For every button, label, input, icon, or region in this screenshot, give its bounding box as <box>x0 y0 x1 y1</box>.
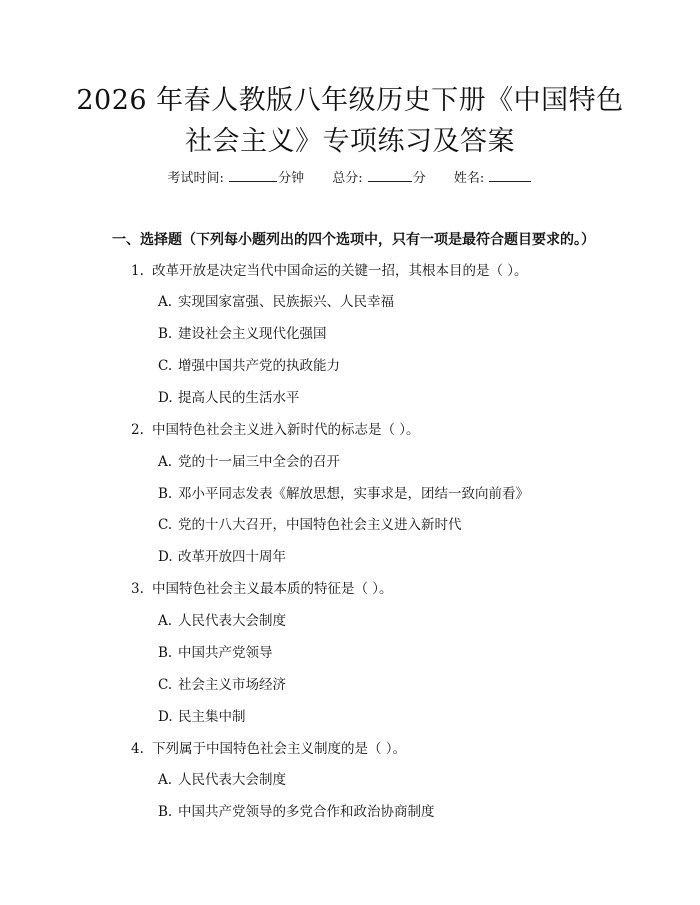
option-text: 党的十八大召开，中国特色社会主义进入新时代 <box>178 517 462 533</box>
answer-option <box>158 515 462 535</box>
option-letter: A. <box>158 294 173 310</box>
option-letter: B. <box>158 645 173 661</box>
question-stem <box>131 261 528 281</box>
total-score-field <box>332 171 430 186</box>
question-number: 3. <box>131 581 144 597</box>
option-letter: D. <box>158 709 173 725</box>
option-text: 改革开放四十周年 <box>178 549 286 565</box>
total-score-blank <box>368 168 412 182</box>
option-letter: B. <box>158 326 173 342</box>
title-line-2: 社会主义》专项练习及答案 <box>185 126 515 157</box>
option-letter: B. <box>158 486 173 502</box>
answer-option <box>158 484 529 504</box>
section-heading: 一、选择题（下列每小题列出的四个选项中，只有一项是最符合题目要求的。） <box>112 232 595 248</box>
option-text: 提高人民的生活水平 <box>178 390 300 406</box>
title-line-1: 2026 年春人教版八年级历史下册《中国特色 <box>76 85 624 116</box>
option-letter: A. <box>158 772 173 788</box>
exam-time-label: 考试时间: <box>167 171 224 186</box>
question-text: 中国特色社会主义进入新时代的标志是（ ）。 <box>152 422 420 438</box>
option-letter: A. <box>158 454 173 470</box>
question-stem <box>131 739 406 759</box>
answer-option <box>158 643 273 663</box>
option-letter: C. <box>158 677 173 693</box>
option-letter: B. <box>158 804 173 820</box>
option-text: 社会主义市场经济 <box>178 677 286 693</box>
option-text: 人民代表大会制度 <box>178 772 286 788</box>
name-label: 姓名: <box>453 171 485 186</box>
option-text: 中国共产党领导的多党合作和政治协商制度 <box>178 804 435 820</box>
name-field <box>454 171 533 186</box>
answer-option <box>158 324 327 344</box>
option-letter: D. <box>158 549 173 565</box>
question-text: 改革开放是决定当代中国命运的关键一招，其根本目的是（ ）。 <box>152 263 528 279</box>
total-score-label: 总分: <box>332 171 363 186</box>
exam-info-bar <box>0 168 700 189</box>
option-letter: A. <box>158 613 173 629</box>
option-text: 中国共产党领导 <box>178 645 273 661</box>
question-number: 2. <box>131 422 144 438</box>
question-text: 下列属于中国特色社会主义制度的是（ ）。 <box>152 741 407 757</box>
option-text: 实现国家富强、民族振兴、人民幸福 <box>178 294 394 310</box>
question-number: 4. <box>131 741 144 757</box>
option-letter: C. <box>158 358 173 374</box>
option-letter: C. <box>158 517 173 533</box>
question-stem <box>131 420 420 440</box>
question-number: 1. <box>131 263 144 279</box>
option-text: 邓小平同志发表《解放思想，实事求是，团结一致向前看》 <box>178 486 529 502</box>
answer-option <box>158 707 246 727</box>
answer-option <box>158 802 435 822</box>
option-text: 党的十一届三中全会的召开 <box>178 454 340 470</box>
exam-time-unit: 分钟 <box>278 171 305 186</box>
exam-time-blank <box>229 168 277 182</box>
answer-option <box>158 611 286 631</box>
option-text: 增强中国共产党的执政能力 <box>178 358 340 374</box>
question-text: 中国特色社会主义最本质的特征是（ ）。 <box>152 581 393 597</box>
answer-option <box>158 388 300 408</box>
answer-option <box>158 770 286 790</box>
answer-option <box>158 675 286 695</box>
exam-time-field <box>168 171 309 186</box>
option-text: 民主集中制 <box>178 709 246 725</box>
answer-option <box>158 547 286 567</box>
option-text: 建设社会主义现代化强国 <box>178 326 327 342</box>
document-title <box>0 80 700 162</box>
total-score-unit: 分 <box>412 171 426 186</box>
question-stem <box>131 579 393 599</box>
answer-option <box>158 292 394 312</box>
option-text: 人民代表大会制度 <box>178 613 286 629</box>
answer-option <box>158 452 340 472</box>
option-letter: D. <box>158 390 173 406</box>
name-blank <box>489 168 531 182</box>
answer-option <box>158 356 340 376</box>
